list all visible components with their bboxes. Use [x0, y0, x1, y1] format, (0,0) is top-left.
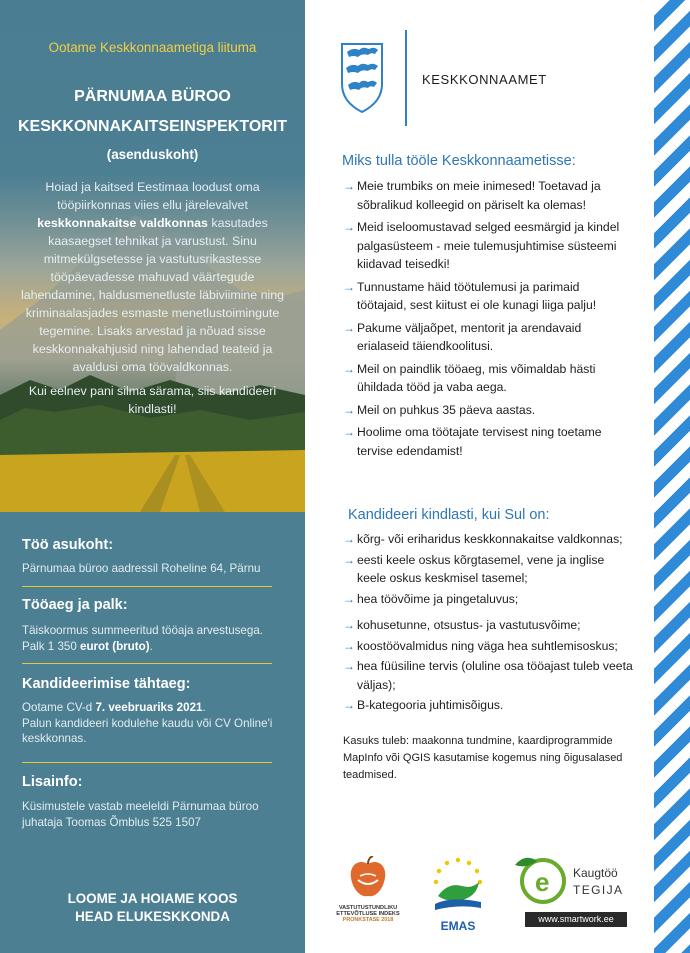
list-item-text: B-kategooria juhtimisõigus. [357, 698, 504, 712]
tagline: Ootame Keskkonnaametiga liituma [48, 40, 257, 55]
list-item [343, 218, 628, 274]
deadline-prefix: Ootame CV-d [22, 701, 96, 714]
list-item [343, 637, 633, 656]
list-item [343, 423, 628, 460]
smartwork-url: www.smartwork.ee [525, 912, 627, 927]
arrow-right-icon: → [343, 532, 355, 546]
striped-border [654, 0, 690, 953]
list-item [343, 360, 628, 397]
hours-value [22, 623, 292, 654]
deadline-label: Kandideerimise tähtaeg: [22, 676, 191, 692]
list-item [343, 696, 633, 715]
requirements-list [343, 530, 633, 717]
intro-text-1: Hoiad ja kaitsed Eestimaa loodust oma tööpiirkonnas viies ellu järelevalvet [45, 180, 260, 212]
list-item-text: kohusetunne, otsustus- ja vastutusvõime; [357, 618, 581, 632]
arrow-right-icon: → [343, 552, 355, 567]
requirements-heading: Kandideeri kindlasti, kui Sul on: [348, 507, 550, 523]
info-value: Küsimustele vastab meeleldi Pärnumaa büroo juhataja Toomas Õmblus 525 1507 [22, 800, 259, 829]
slogan [0, 890, 305, 926]
salary-text: Palk 1 350 [22, 639, 81, 653]
divider [22, 762, 272, 763]
responsible-business-logo [335, 856, 401, 923]
list-item-text: hea füüsiline tervis (oluline osa tööajast tuleb veeta väljas); [357, 659, 633, 692]
intro-text-2: kasutades kaasaegset tehnikat ja varustust. Sinu mitmekülgsetesse ja vastutusrikastesse tööpäevadesse mahuvad väärtegude lahendamine, haldusmenetluste läbiviimine ning kriminaalasjades esmaste menetlustoimingute tegemine. Lisaks arvestad ja nõuad sisse keskkonnakahjusid ning lahendad teateid ja avaldusi oma töövaldkonnas. [20, 216, 285, 374]
arrow-right-icon: → [343, 279, 355, 294]
position-title: KESKKONNAKAITSEINSPEKTORIT [17, 118, 288, 135]
arrow-right-icon: → [343, 402, 355, 417]
why-list [343, 177, 628, 464]
deadline-suffix: . [202, 701, 206, 714]
list-item [343, 278, 628, 315]
list-item-text: Meil on paindlik tööaeg, mis võimaldab hästi ühildada tööd ja vaba aega. [357, 361, 596, 394]
intro-paragraph [12, 178, 293, 376]
salary-suffix: . [149, 639, 153, 653]
logo-divider [405, 30, 407, 126]
divider [22, 586, 272, 587]
kaugtoo-logo [513, 853, 633, 928]
list-item-text: Meie trumbiks on meie inimesed! Toetavad ja sõbralikud kolleegid on päriselt ka olemas! [357, 179, 601, 212]
kaugtoo-text: Kaugtöö [573, 866, 618, 880]
emas-logo [426, 856, 490, 933]
list-item-text: Hoolime oma töötajate tervisest ning toetame tervise edendamist! [357, 425, 602, 458]
hours-line: Täiskoormus summeeritud tööaja arvestusega. [22, 624, 264, 637]
arrow-right-icon: → [343, 361, 355, 376]
why-heading: Miks tulla tööle Keskkonnaametisse: [342, 153, 576, 169]
arrow-right-icon: → [343, 638, 355, 653]
org-name: KESKKONNAAMET [422, 72, 547, 87]
list-item-text: Meid iseloomustavad selged eesmärgid ja kindel palgasüsteem - meie tulemusjuhtimise süsteemi kiidavad teisedki! [357, 220, 620, 271]
advantage-text: Kasuks tuleb: maakonna tundmine, kaardiprogrammide MapInfo või QGIS kasutamise kogemus ning õigusalased teadmised. [343, 735, 623, 781]
svg-text:e: e [535, 867, 550, 897]
list-item-text: kõrg- või eriharidus keskkonnakaitse valdkonnas; [357, 532, 623, 546]
arrow-right-icon: → [343, 698, 355, 712]
intro-closing: Kui eelnev pani silma särama, siis kandideeri kindlasti! [28, 384, 277, 416]
apple-hands-icon [348, 856, 388, 900]
list-item [343, 551, 633, 588]
list-item-text: hea töövõime ja pingetaluvus; [357, 591, 519, 606]
list-item-text: koostöövalmidus ning väga hea suhtlemisoskus; [357, 638, 618, 653]
info-label: Lisainfo: [22, 774, 83, 790]
arrow-right-icon: → [343, 320, 355, 335]
slogan-line-2: HEAD ELUKESKKONDA [75, 909, 230, 924]
tegija-text: TEGIJA [573, 883, 624, 897]
rv-line-3: PRONKSTASE 2018 [342, 917, 394, 923]
landscape-image [0, 0, 305, 512]
list-item [343, 401, 628, 420]
hours-label: Tööaeg ja palk: [22, 597, 128, 613]
arrow-right-icon: → [343, 179, 355, 193]
list-item [343, 590, 633, 609]
list-item [343, 657, 633, 694]
list-item [343, 177, 628, 214]
coat-of-arms-icon [340, 42, 384, 114]
list-item-text: Pakume väljaõpet, mentorit ja arendavaid erialaseid täiendkoolitusi. [357, 320, 582, 353]
intro-text-bold: keskkonnakaitse valdkonnas [37, 216, 208, 230]
arrow-right-icon: → [343, 618, 355, 632]
rv-line-1: VASTUTUSTUNDLIKU [338, 905, 398, 911]
list-item [343, 530, 633, 549]
list-item-text: Tunnustame häid töötulemusi ja parimaid töötajaid, sest kiitust ei ole kunagi liiga palju! [357, 279, 597, 312]
office-title: PÄRNUMAA BÜROO [74, 88, 231, 105]
salary-bold: eurot (bruto) [80, 639, 150, 653]
arrow-right-icon: → [343, 220, 355, 234]
list-item [343, 319, 628, 356]
divider [22, 663, 272, 664]
deadline-value [22, 700, 292, 747]
arrow-right-icon: → [343, 591, 355, 606]
rv-line-2: ETTEVÕTLUSE INDEKS [336, 911, 400, 917]
deadline-instructions: Palun kandideeri kodulehe kaudu või CV Online'i keskkonnas. [22, 716, 273, 745]
emas-stars-icon [429, 856, 487, 916]
left-panel [0, 0, 305, 953]
arrow-right-icon: → [343, 425, 355, 439]
emas-text: EMAS [440, 919, 476, 933]
list-item [343, 616, 633, 635]
location-value: Pärnumaa büroo aadressil Roheline 64, Pärnu [22, 562, 261, 575]
deadline-date: 7. veebruariks 2021 [95, 701, 203, 714]
location-label: Töö asukoht: [22, 537, 114, 553]
list-item-text: Meil on puhkus 35 päeva aastas. [357, 402, 536, 417]
arrow-right-icon: → [343, 659, 355, 673]
position-note: (asenduskoht) [106, 147, 199, 162]
list-item-text: eesti keele oskus kõrgtasemel, vene ja inglise keele oskus keskmisel tasemel; [357, 552, 605, 585]
slogan-line-1: LOOME JA HOIAME KOOS [67, 891, 238, 906]
leaf-e-icon [513, 853, 567, 905]
